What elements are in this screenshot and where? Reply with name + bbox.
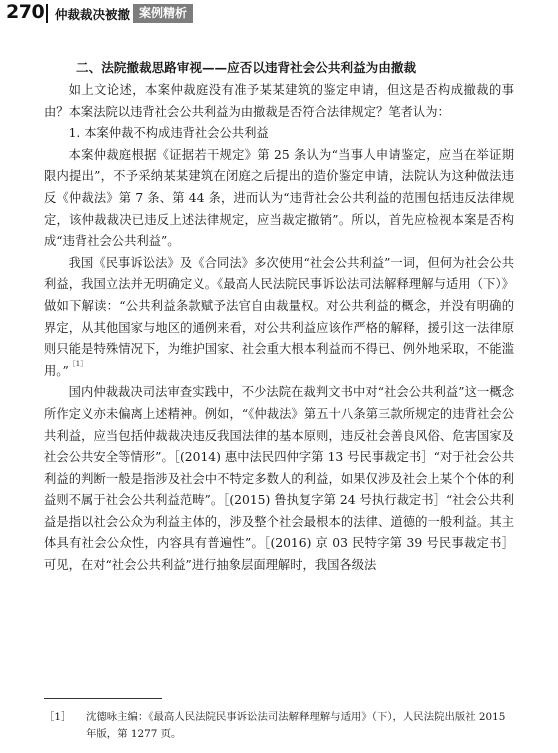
section-title: 二、法院撤裁思路审视——应否以违背社会公共利益为由撤裁	[76, 60, 417, 75]
footnote-marker[interactable]: ［1］	[68, 359, 88, 368]
footnote-text: 沈德咏主编：《最高人民法院民事诉讼法司法解释理解与适用》（下），人民法院出版社 2015 年版，第 1277 页。	[86, 711, 506, 740]
footnote-number: ［1］	[44, 711, 72, 723]
book-title: 仲裁裁决被撤	[55, 7, 131, 22]
footnote	[44, 709, 518, 743]
paragraph	[44, 253, 514, 383]
footnote-divider	[44, 698, 162, 699]
page-header	[0, 0, 558, 26]
paragraph: 本案仲裁庭根据《证据若干规定》第 25 条认为“当事人申请鉴定，应当在举证期限内提出”，不予采纳某某建筑在闭庭之后提出的造价鉴定申请，法院认为这种做法违反《仲裁法》第 7 条、第 44 条，进而认为“违背社会公共利益的范围包括违反法律规定，该仲裁裁决已违反上述法律规定，应当裁定撤销”。所以，首先应检视本案是否构成“违背社会公共利益”。	[44, 147, 514, 249]
paragraph: 国内仲裁裁决司法审查实践中，不少法院在裁判文书中对“社会公共利益”这一概念所作定义亦未偏离上述精神。例如，“《仲裁法》第五十八条第三款所规定的违背社会公共利益，应当包括仲裁裁决违反我国法律的基本原则，违反社会善良风俗、危害国家及社会公共安全等情形”。［(2014) 惠中法民四仲字第 13 号民事裁定书］“对于社会公共利益的判断一般是指涉及社会中不特定多数人的利益，如果仅涉及社会上某个个体的利益则不属于社会公共利益范畴”。［(2015) 鲁执复字第 24 号执行裁定书］“社会公共利益是指以社会公众为利益主体的，涉及整个社会最根本的法律、道德的一般利益。其主体具有社会公众性，内容具有普遍性”。［(2016) 京 03 民特字第 39 号民事裁定书］可见，在对“社会公共利益”进行抽象层面理解时，我国各级法	[44, 385, 514, 573]
paragraph-text: 我国《民事诉讼法》及《合同法》多次使用“社会公共利益”一词，但何为社会公共利益，我国立法并无明确定义。《最高人民法院民事诉讼法司法解释理解与适用（下）》做如下解读：“公共利益条款赋予法官自由裁量权。对公共利益的概念，并没有明确的界定，从其他国家与地区的通例来看，对公共利益应该作严格的解释，援引这一法律原则只能是特殊情况下，为维护国家、社会重大根本利益而不得已、例外地采取，不能滥用。”	[44, 255, 514, 378]
header-divider	[46, 4, 48, 23]
page-number: 270	[6, 1, 45, 23]
subheading: 1. 本案仲裁不构成违背社会公共利益	[68, 126, 269, 141]
paragraph: 如上文论述，本案仲裁庭没有准予某某建筑的鉴定申请，但这是否构成撤裁的事由？本案法院以违背社会公共利益为由撤裁是否符合法律规定？笔者认为：	[44, 83, 514, 119]
page-body	[44, 58, 514, 577]
section-tag: 案例精析	[133, 4, 193, 23]
